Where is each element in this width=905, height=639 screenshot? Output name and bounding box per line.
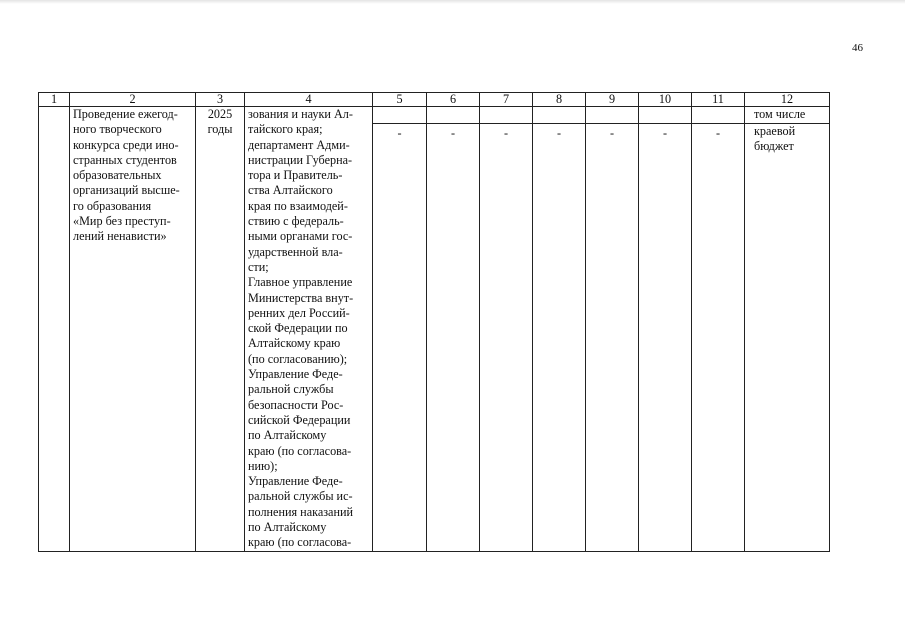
- cell-funding-top: том числе: [745, 107, 830, 124]
- text-line: ральной службы ис-: [248, 489, 353, 504]
- text-line: сти;: [248, 259, 269, 274]
- text-line: годы: [207, 122, 233, 137]
- text-line: Управление Феде-: [248, 474, 343, 489]
- text-line: тора и Правитель-: [248, 168, 343, 183]
- text-line: странных студентов: [73, 152, 177, 167]
- header-cell: 8: [533, 93, 586, 107]
- header-cell: 11: [692, 93, 745, 107]
- text-line: краю (по согласова-: [248, 535, 352, 550]
- text-line: го образования: [73, 198, 152, 213]
- text-line: ударственной вла-: [248, 244, 343, 259]
- cell-dash: [427, 123, 480, 551]
- text-line: краевой: [754, 123, 796, 138]
- cell-event-name: [70, 107, 196, 552]
- text-line: ренних дел Россий-: [248, 305, 350, 320]
- text-line: ской Федерации по: [248, 321, 348, 336]
- cell-blank: [533, 107, 586, 124]
- table-row: [39, 107, 830, 124]
- text-line: Управление Феде-: [248, 367, 343, 382]
- header-cell: 1: [39, 93, 70, 107]
- cell-blank: [373, 107, 427, 124]
- text-line: Министерства внут-: [248, 290, 354, 305]
- cell-blank: [480, 107, 533, 124]
- cell-blank: [427, 107, 480, 124]
- header-cell: 6: [427, 93, 480, 107]
- header-row: [39, 93, 830, 107]
- header-cell: 10: [639, 93, 692, 107]
- text-line: департамент Адми-: [248, 137, 350, 152]
- text-line: бюджет: [754, 139, 794, 154]
- cell-blank: [586, 107, 639, 124]
- program-table: [38, 92, 830, 552]
- text-line: полнения наказаний: [248, 504, 354, 519]
- text-line: краю (по согласова-: [248, 443, 352, 458]
- header-cell: 3: [196, 93, 245, 107]
- cell-executors: [245, 107, 373, 552]
- text-line: тайского края;: [248, 122, 323, 137]
- text-line: нию);: [248, 458, 278, 473]
- header-cell: 2: [70, 93, 196, 107]
- text-line: (по согласованию);: [248, 351, 348, 366]
- text-line: «Мир без преступ-: [73, 214, 171, 229]
- dash-value: -: [397, 125, 402, 140]
- text-line: ствию с федераль-: [248, 214, 344, 229]
- cell-dash: [639, 123, 692, 551]
- text-line: по Алтайскому: [248, 520, 327, 535]
- cell-dash: [692, 123, 745, 551]
- cell-dash: [480, 123, 533, 551]
- dash-value: -: [662, 125, 668, 140]
- text-line: ного творческого: [73, 122, 162, 137]
- dash-value: -: [503, 125, 509, 140]
- header-cell: 7: [480, 93, 533, 107]
- cell-blank: [639, 107, 692, 124]
- text-line: конкурса среди ино-: [73, 137, 179, 152]
- text-line: безопасности Рос-: [248, 397, 344, 412]
- text-line: образовательных: [73, 168, 162, 183]
- text-line: 2025: [207, 107, 233, 121]
- dash-value: -: [556, 125, 562, 140]
- text-line: сийской Федерации: [248, 412, 351, 427]
- text-line: зования и науки Ал-: [248, 107, 353, 121]
- text-line: лений ненависти»: [73, 229, 167, 244]
- text-line: организаций высше-: [73, 183, 180, 198]
- cell-dash: [373, 123, 427, 551]
- text-line: ральной службы: [248, 382, 334, 397]
- dash-value: -: [715, 125, 721, 140]
- header-cell: 4: [245, 93, 373, 107]
- page-number: 46: [852, 42, 863, 54]
- text-line: ными органами гос-: [248, 229, 353, 244]
- cell-period: [196, 107, 245, 552]
- cell-dash: [533, 123, 586, 551]
- cell-blank: [692, 107, 745, 124]
- text-line: ства Алтайского: [248, 183, 333, 198]
- header-cell: 12: [745, 93, 830, 107]
- cell-number: [39, 107, 70, 552]
- cell-funding-source: [745, 123, 830, 551]
- scan-edge: [0, 0, 905, 4]
- cell-dash: [586, 123, 639, 551]
- header-cell: 5: [373, 93, 427, 107]
- dash-value: -: [450, 125, 456, 140]
- header-cell: 9: [586, 93, 639, 107]
- text-line: Проведение ежегод-: [73, 107, 178, 121]
- text-line: края по взаимодей-: [248, 198, 348, 213]
- text-line: нистрации Губерна-: [248, 152, 353, 167]
- dash-value: -: [609, 125, 615, 140]
- text-line: по Алтайскому: [248, 428, 327, 443]
- text-line: Алтайскому краю: [248, 336, 341, 351]
- text-line: Главное управление: [248, 275, 353, 290]
